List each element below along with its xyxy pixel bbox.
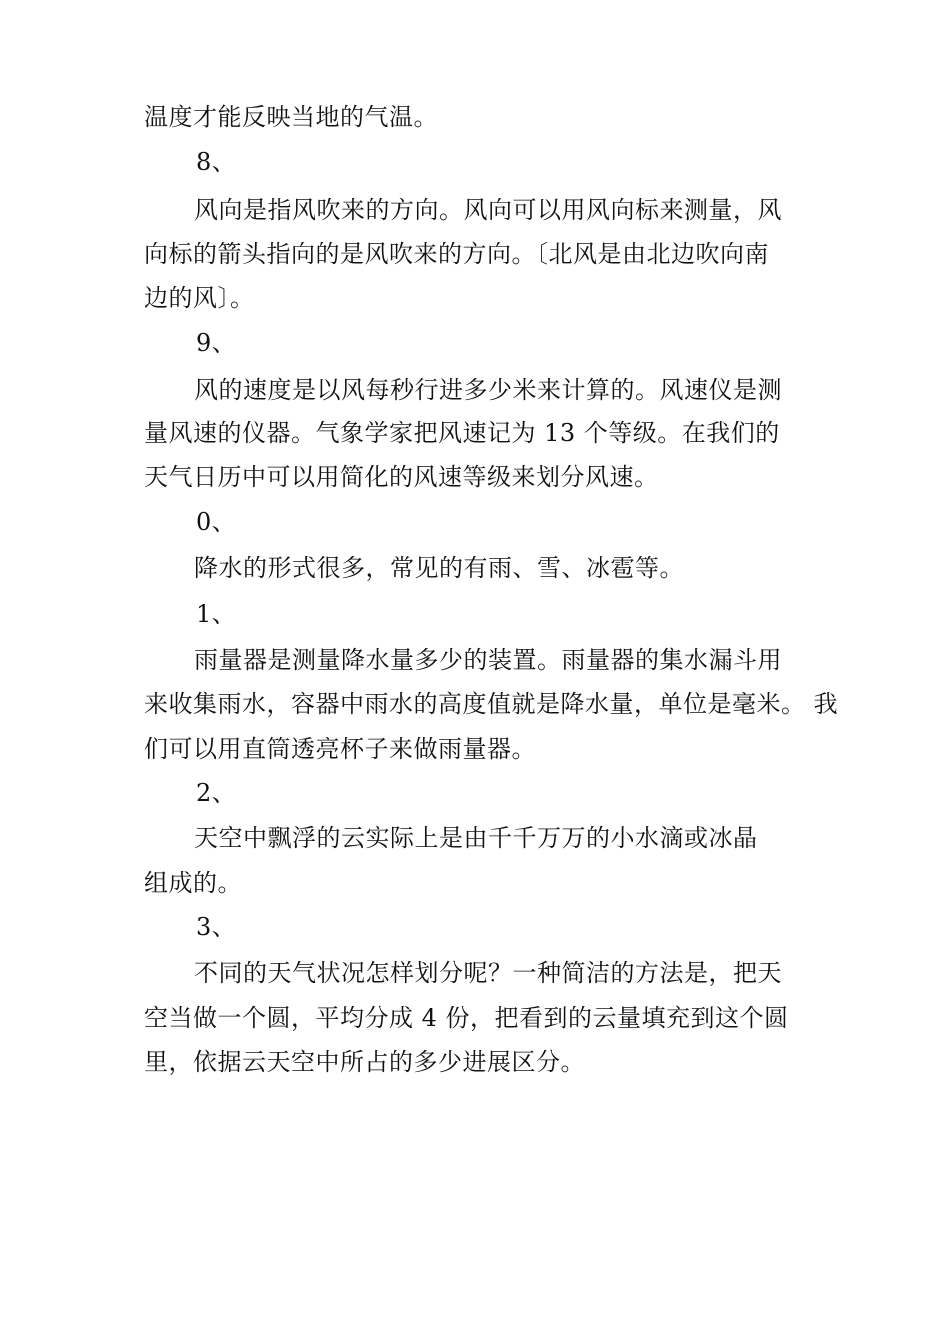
section-number: 9、	[196, 329, 237, 357]
text-line: 不同的天气状况怎样划分呢？一种简洁的方法是，把天	[194, 959, 782, 987]
text-line: 风向是指风吹来的方向。风向可以用风向标来测量，风	[194, 196, 782, 224]
text-line: 天气日历中可以用简化的风速等级来划分风速。	[144, 463, 659, 491]
text-line: 向标的箭头指向的是风吹来的方向。〔北风是由北边吹向南	[144, 240, 769, 268]
text-line: 组成的。	[144, 869, 242, 897]
section-number: 1、	[196, 600, 237, 628]
text-line: 们可以用直筒透亮杯子来做雨量器。	[144, 735, 536, 763]
text-line: 量风速的仪器。气象学家把风速记为 13 个等级。在我们的	[144, 419, 780, 447]
text-line: 风的速度是以风每秒行进多少米来计算的。风速仪是测	[194, 376, 782, 404]
section-number: 8、	[196, 148, 237, 176]
text-line: 边的风〕。	[144, 284, 255, 312]
section-number: 0、	[196, 508, 237, 536]
text-line: 温度才能反映当地的气温。	[144, 103, 438, 131]
text-line: 天空中飘浮的云实际上是由千千万万的小水滴或冰晶	[194, 824, 758, 852]
text-line: 里，依据云天空中所占的多少进展区分。	[144, 1048, 585, 1076]
text-line: 降水的形式很多，常见的有雨、雪、冰雹等。	[194, 554, 684, 582]
text-line: 雨量器是测量降水量多少的装置。雨量器的集水漏斗用	[194, 646, 782, 674]
text-line: 空当做一个圆，平均分成 4 份，把看到的云量填充到这个圆	[144, 1004, 789, 1032]
section-number: 2、	[196, 779, 237, 807]
text-line: 来收集雨水，容器中雨水的高度值就是降水量，单位是毫米。 我	[144, 690, 839, 718]
section-number: 3、	[196, 913, 237, 941]
